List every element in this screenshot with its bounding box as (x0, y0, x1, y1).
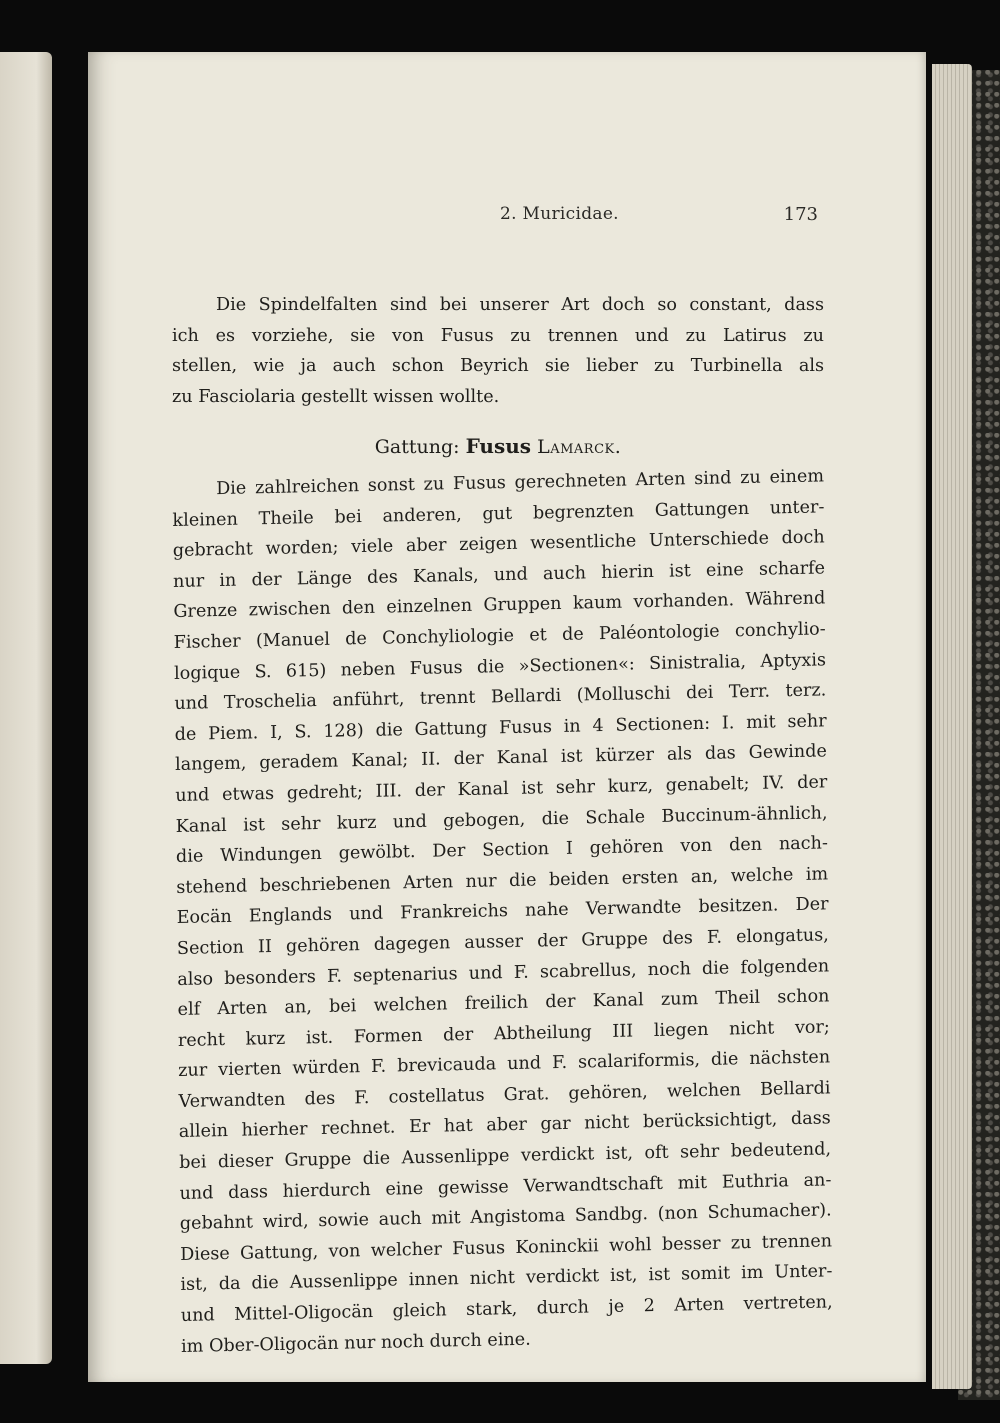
paragraph-latirus-note (172, 290, 824, 412)
text-line: zur vierten würden F. brevicauda und F. scalariformis, die nächsten (178, 1047, 831, 1082)
book-page (88, 52, 926, 1382)
heading-author: Lamarck. (537, 436, 622, 458)
text-line: gebahnt wird, sowie auch mit Angistoma Sandbg. (non Schumacher). (179, 1200, 832, 1235)
text-line: und etwas gedreht; III. der Kanal ist sehr kurz, genabelt; IV. der (175, 772, 828, 806)
text-line: und Mittel-Oligocän gleich stark, durch je 2 Arten vertreten, (180, 1292, 833, 1327)
heading-genus: Fusus (465, 434, 532, 458)
text-line: Diese Gattung, von welcher Fusus Koninckii wohl besser zu trennen (180, 1231, 833, 1265)
text-line: Section II gehören dagegen ausser der Gruppe des F. elongatus, (176, 925, 829, 959)
text-line: kleinen Theile bei anderen, gut begrenzten Gattungen unter- (172, 496, 825, 531)
page-number: 173 (783, 204, 818, 225)
text-line: Verwandten des F. costellatus Grat. gehören, welchen Bellardi (178, 1078, 831, 1112)
text-line: elf Arten an, bei welchen freilich der Kanal zum Theil schon (177, 986, 830, 1021)
text-line: gebracht worden; viele aber zeigen wesentliche Unterschiede doch (172, 527, 825, 562)
text-line: Fischer (Manuel de Conchyliologie et de Paléontologie conchylio- (173, 619, 826, 653)
text-line: Grenze zwischen den einzelnen Gruppen kaum vorhanden. Während (173, 588, 826, 623)
text-line: de Piem. I, S. 128) die Gattung Fusus in 4 Sectionen: I. mit sehr (174, 711, 827, 745)
paragraph-fusus-description (172, 461, 833, 1362)
text-line: im Ober-Oligocän nur noch durch eine. (181, 1329, 531, 1357)
text-line: also besonders F. septenarius und F. scabrellus, noch die folgenden (177, 955, 830, 990)
text-line: Die zahlreichen sonst zu Fusus gerechneten Arten sind zu einem (216, 466, 825, 500)
running-head (178, 204, 818, 230)
text-line: Die Spindelfalten sind bei unserer Art doch so constant, dass (216, 295, 824, 315)
text-line: stellen, wie ja auch schon Beyrich sie lieber zu Turbinella als (172, 356, 824, 377)
text-line: und Troschelia anführt, trennt Bellardi (Molluschi dei Terr. terz. (174, 680, 827, 715)
text-line: ich es vorziehe, sie von Fusus zu trennen und zu Latirus zu (172, 325, 824, 346)
text-line: die Windungen gewölbt. Der Section I gehören von den nach- (175, 833, 828, 868)
genus-heading (172, 434, 824, 458)
text-line: und dass hierdurch eine gewisse Verwandtschaft mit Euthria an- (179, 1170, 832, 1204)
heading-prefix: Gattung: (374, 436, 460, 458)
section-title: 2. Muricidae. (500, 204, 619, 224)
text-line: stehend beschriebenen Arten nur die beiden ersten an, welche im (176, 864, 829, 898)
text-line: zu Fasciolaria gestellt wissen wollte. (172, 386, 500, 407)
text-line: ist, da die Aussenlippe innen nicht verdickt ist, ist somit im Unter- (180, 1261, 833, 1296)
text-line: nur in der Länge des Kanals, und auch hierin ist eine scharfe (173, 558, 826, 592)
text-line: Kanal ist sehr kurz und gebogen, die Schale Buccinum-ähnlich, (175, 802, 828, 837)
text-line: allein hierher rechnet. Er hat aber gar nicht berücksichtigt, dass (178, 1108, 831, 1143)
text-line: Eocän Englands und Frankreichs nahe Verwandte besitzen. Der (176, 894, 829, 929)
text-line: langem, geradem Kanal; II. der Kanal ist kürzer als das Gewinde (174, 741, 828, 776)
text-line: logique S. 615) neben Fusus die »Sectionen«: Sinistralia, Aptyxis (173, 649, 827, 684)
page-stack-edge (932, 64, 972, 1389)
text-line: bei dieser Gruppe die Aussenlippe verdickt ist, oft sehr bedeutend, (179, 1139, 832, 1174)
previous-page-edge (0, 52, 52, 1364)
text-line: recht kurz ist. Formen der Abtheilung III liegen nicht vor; (177, 1017, 830, 1051)
